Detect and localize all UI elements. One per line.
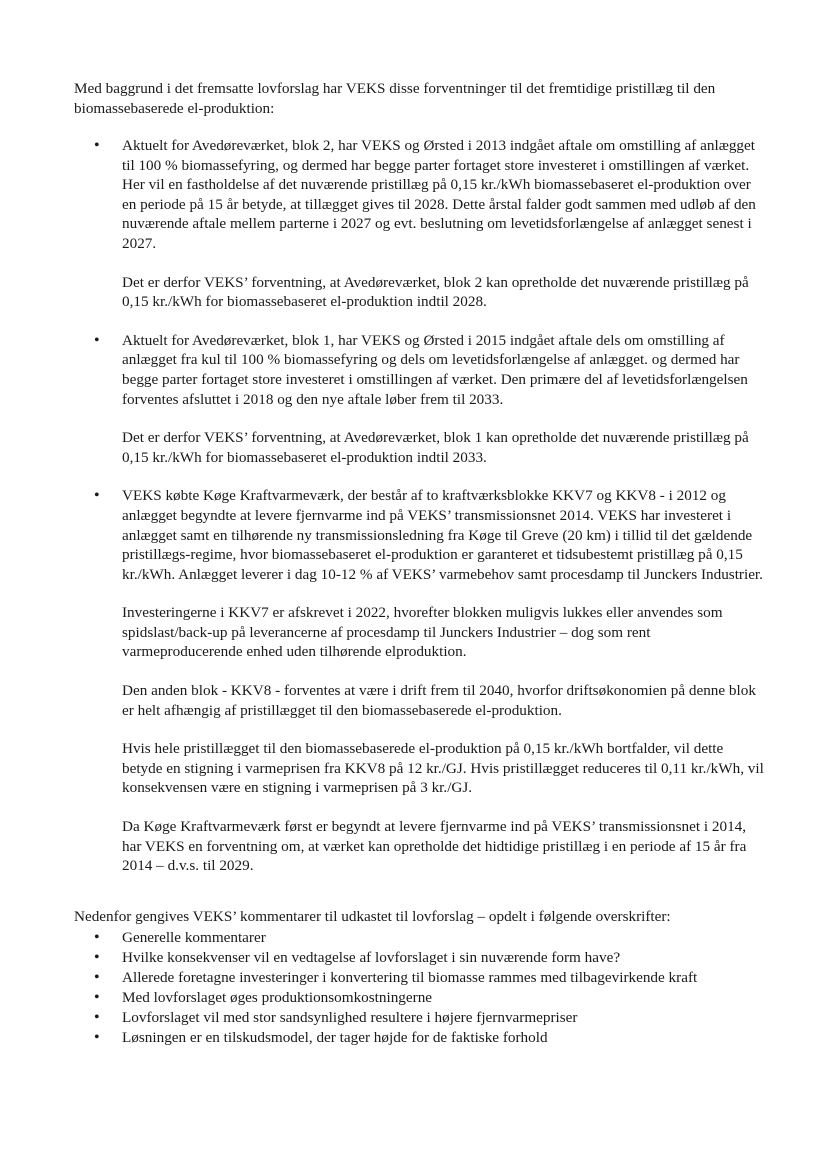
paragraph: Investeringerne i KKV7 er afskrevet i 2022, hvorefter blokken muligvis lukkes eller anvendes som spidslast/back-up på leverancerne af procesdamp til Junckers Industrier – dog som rent varmeproducerende enhed uden tilhørende elproduktion. [122,604,723,661]
paragraph: • Aktuelt for Avedøreværket, blok 1, har VEKS og Ørsted i 2015 indgået aftale dels om omstilling af anlægget fra kul til 100 % biomassefyring og dels om levetidsforlængelse af anlægget. og dermed har begge parter fortaget store investeret i omstillingen af værket. Den primære del af levetidsforlængelsen forventes afsluttet i 2018 og den nye aftale løber frem til 2033. [122,331,748,408]
paragraph: Det er derfor VEKS’ forventning, at Avedøreværket, blok 2 kan opretholde det nuværende pristillæg på 0,15 kr./kWh for biomassebaseret el-produktion indtil 2028. [122,273,749,311]
list-item-koge-kraftvarmevaerk [74,486,764,876]
intro-paragraph: Med baggrund i det fremsatte lovforslag har VEKS disse forventninger til det fremtidige pristillæg til den biomassebaserede el-produktion: [74,80,716,117]
headings-list [74,928,794,1048]
list-item: • Med lovforslaget øges produktionsomkostningerne [74,988,794,1008]
paragraph: Det er derfor VEKS’ forventning, at Avedøreværket, blok 1 kan opretholde det nuværende pristillæg på 0,15 kr./kWh for biomassebaseret el-produktion indtil 2033. [122,429,749,466]
list-item-avedore-block-2 [74,136,764,312]
list-item: • Lovforslaget vil med stor sandsynlighed resultere i højere fjernvarmepriser [74,1008,794,1028]
list-item: • Allerede foretagne investeringer i konvertering til biomasse rammes med tilbagevirkende kraft [74,968,794,988]
closing-paragraph: Nedenfor gengives VEKS’ kommentarer til udkastet til lovforslag – opdelt i følgende overskrifter: [74,908,671,925]
list-item: • Hvilke konsekvenser vil en vedtagelse af lovforslaget i sin nuværende form have? [74,948,794,968]
paragraph: Da Køge Kraftvarmeværk først er begyndt at levere fjernvarme ind på VEKS’ transmissionsnet i 2014, har VEKS en forventning om, at værket kan opretholde det hidtidige pristillæg i en periode af 15 år fra 2014 – d.v.s. til 2029. [122,818,747,875]
paragraph: • VEKS købte Køge Kraftvarmeværk, der består af to kraftværksblokke KKV7 og KKV8 - i 2012 og anlægget begyndte at levere fjernvarme ind på VEKS’ transmissionsnet 2014. VEKS har investeret i anlægget samt en tilhørende ny transmissionsledning fra Køge til Greve (20 km) i tillid til det gældende pristillægs-regime, hvor biomassebaseret el-produktion er garanteret et tidsubestemt pristillæg på 0,15 kr./kWh. Anlægget leverer i dag 10-12 % af VEKS’ varmebehov samt procesdamp til Junckers Industrier. [122,487,763,583]
paragraph: Den anden blok - KKV8 - forventes at være i drift frem til 2040, hvorfor driftsøkonomien på denne blok er helt afhængig af pristillægget til den biomassebaserede el-produktion. [122,682,756,719]
list-item: • Løsningen er en tilskudsmodel, der tager højde for de faktiske forhold [74,1028,794,1048]
list-item: • Generelle kommentarer [74,928,794,948]
paragraph: Hvis hele pristillægget til den biomassebaserede el-produktion på 0,15 kr./kWh bortfalder, vil dette betyde en stigning i varmeprisen fra KKV8 på 12 kr./GJ. Hvis pristillægget reduceres til 0,11 kr./kWh, vil konsekvensen være en stigning i varmeprisen på 3 kr./GJ. [122,740,764,797]
expectations-list [74,136,764,876]
paragraph: • Aktuelt for Avedøreværket, blok 2, har VEKS og Ørsted i 2013 indgået aftale om omstilling af anlægget til 100 % biomassefyring, og dermed har begge parter fortaget store investeret i omstillingen af værket. Her vil en fastholdelse af det nuværende pristillæg på 0,15 kr./kWh biomassebaseret el-produktion over en periode på 15 år betyde, at tillægget gives til 2028. Dette årstal falder godt sammen med udløb af den nuværende aftale mellem parterne i 2027 og evt. beslutning om levetidsforlængelse af anlægget senest i 2027. [122,137,756,252]
list-item-avedore-block-1 [74,331,764,468]
